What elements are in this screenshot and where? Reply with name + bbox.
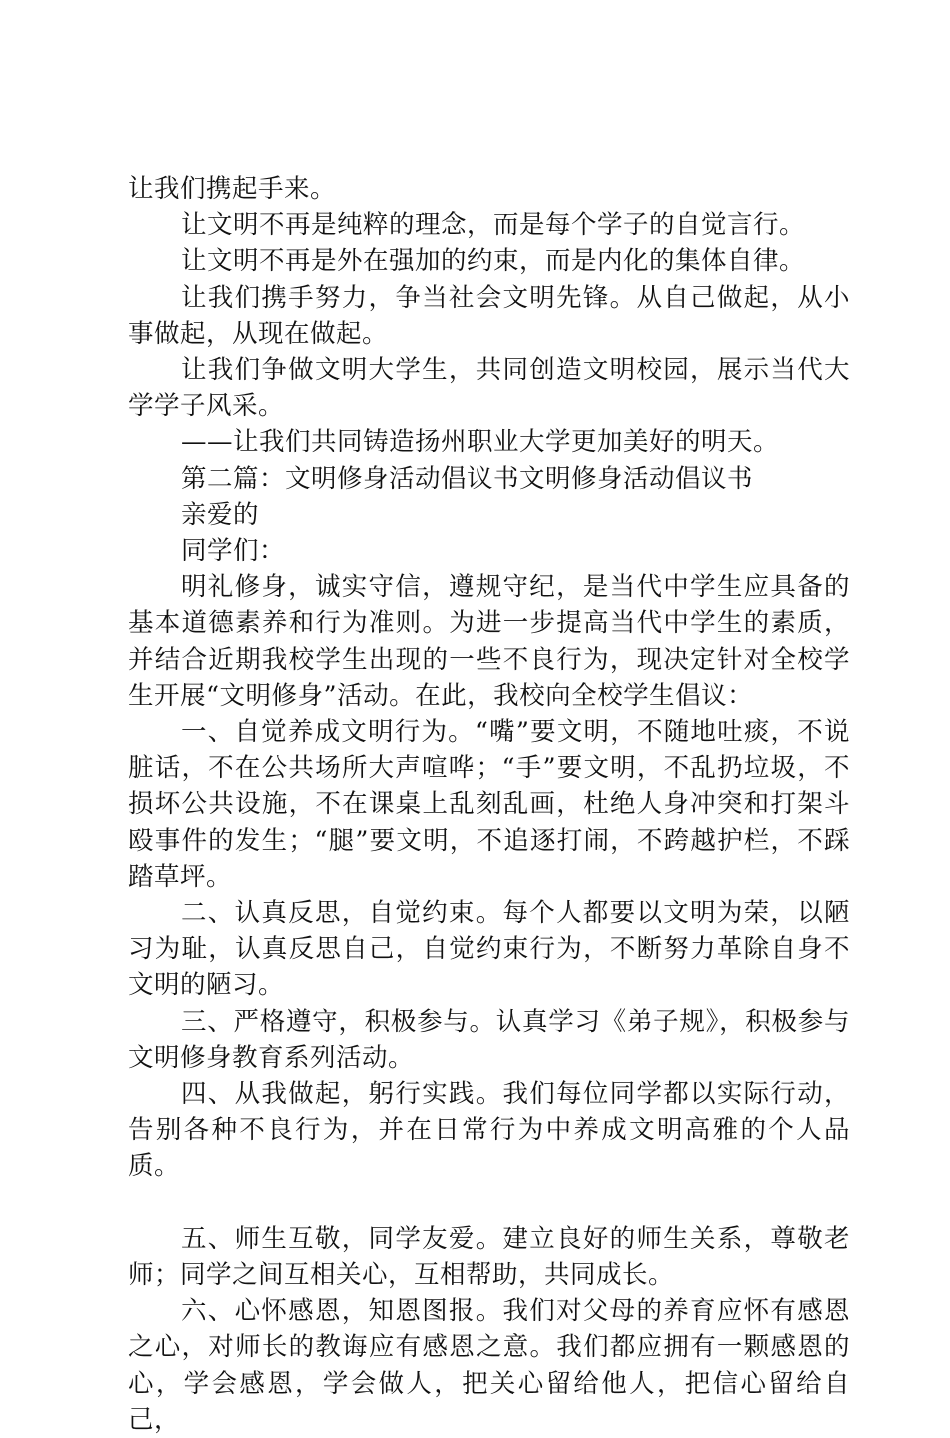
proposal-item-5: 五、师生互敬，同学友爱。建立良好的师生关系，尊敬老师；同学之间互相关心，互相帮助，共同成长。 <box>128 1223 850 1291</box>
salutation-line-1: 亲爱的 <box>181 499 260 530</box>
proposal-item-2: 二、认真反思，自觉约束。每个人都要以文明为荣，以陋习为耻，认真反思自己，自觉约束行为，不断努力革除自身不文明的陋习。 <box>128 898 850 1001</box>
paragraph-continuation: 让我们携起手来。 <box>128 174 337 204</box>
section-heading: 第二篇：文明修身活动倡议书文明修身活动倡议书 <box>181 463 754 494</box>
proposal-item-6: 六、心怀感恩，知恩图报。我们对父母的养育应怀有感恩之心，对师长的教诲应有感恩之意。我们都应拥有一颗感恩的心，学会感恩，学会做人，把关心留给他人，把信心留给自己， <box>128 1296 850 1435</box>
paragraph-civil-student: 让我们争做文明大学生，共同创造文明校园，展示当代大学学子风采。 <box>128 355 850 422</box>
paragraph-civility-self-discipline: 让文明不再是外在强加的约束，而是内化的集体自律。 <box>181 246 806 277</box>
paragraph-closing-line: ——让我们共同铸造扬州职业大学更加美好的明天。 <box>181 427 780 458</box>
paragraph-pioneer: 让我们携手努力，争当社会文明先锋。从自己做起，从小事做起，从现在做起。 <box>128 282 850 349</box>
proposal-item-4: 四、从我做起，躬行实践。我们每位同学都以实际行动，告别各种不良行为，并在日常行为中养成文明高雅的个人品质。 <box>128 1079 850 1182</box>
proposal-item-1: 一、自觉养成文明行为。“嘴”要文明，不随地吐痰，不说脏话，不在公共场所大声喧哗；“手”要文明，不乱扔垃圾，不损坏公共设施，不在课桌上乱刻乱画，杜绝人身冲突和打架斗殴事件的发生；“腿”要文明，不追逐打闹，不跨越护栏，不踩踏草坪。 <box>128 717 850 892</box>
paragraph-civility-self-conduct: 让文明不再是纯粹的理念，而是每个学子的自觉言行。 <box>181 210 806 241</box>
document-body <box>128 171 850 1438</box>
salutation-line-2: 同学们： <box>181 536 286 567</box>
proposal-item-3: 三、严格遵守，积极参与。认真学习《弟子规》，积极参与文明修身教育系列活动。 <box>128 1006 850 1073</box>
paragraph-spacer <box>128 1185 850 1221</box>
paragraph-intro: 明礼修身，诚实守信，遵规守纪，是当代中学生应具备的基本道德素养和行为准则。为进一步提高当代中学生的素质，并结合近期我校学生出现的一些不良行为，现决定针对全校学生开展“文明修身”活动。在此，我校向全校学生倡议： <box>128 572 850 711</box>
